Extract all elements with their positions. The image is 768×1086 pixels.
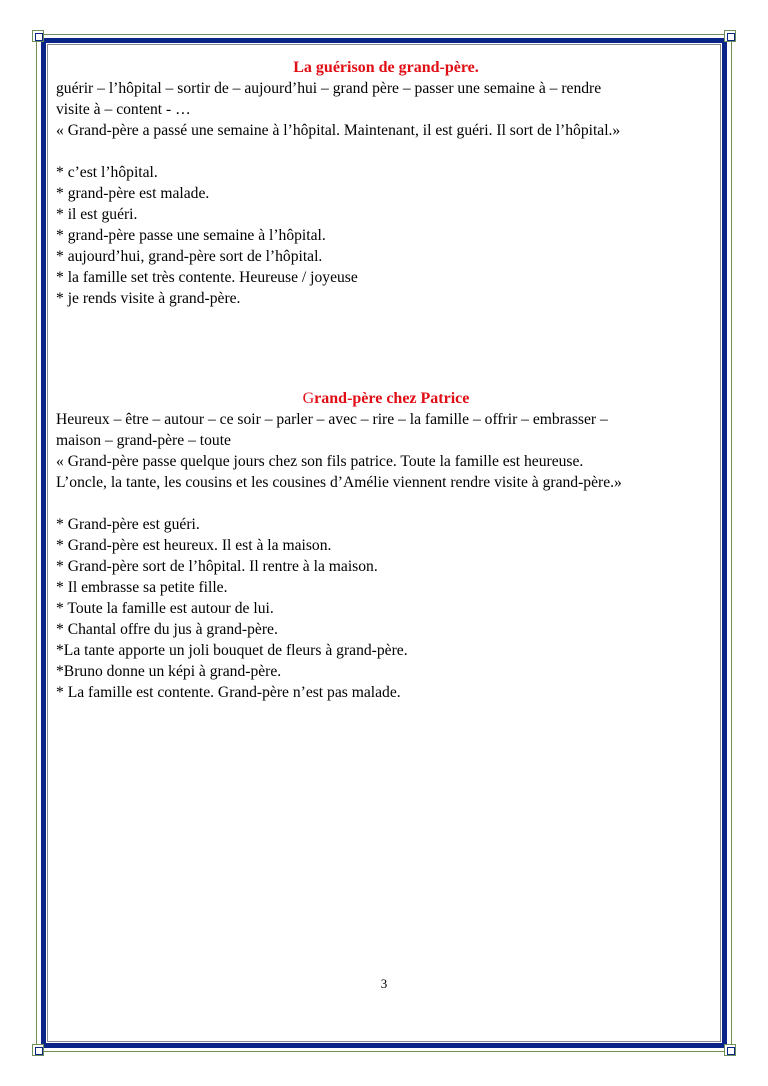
list-item: *Bruno donne un képi à grand-père. bbox=[56, 663, 282, 680]
list-item: * La famille est contente. Grand-père n’est pas malade. bbox=[56, 684, 401, 701]
quote-text: L’oncle, la tante, les cousins et les cousines d’Amélie viennent rendre visite à grand-père.» bbox=[56, 474, 622, 491]
list-item: * grand-père est malade. bbox=[56, 185, 210, 202]
corner-ornament-top-left bbox=[32, 30, 44, 42]
list-item: * Grand-père est heureux. Il est à la maison. bbox=[56, 537, 332, 554]
list-item: * Chantal offre du jus à grand-père. bbox=[56, 621, 278, 638]
list-item: * c’est l’hôpital. bbox=[56, 164, 158, 181]
list-item: * aujourd’hui, grand-père sort de l’hôpital. bbox=[56, 248, 323, 265]
list-item: * Il embrasse sa petite fille. bbox=[56, 579, 228, 596]
corner-ornament-top-right bbox=[724, 30, 736, 42]
keywords-line: visite à – content - … bbox=[56, 101, 191, 118]
section-title bbox=[56, 388, 716, 409]
list-item: * Grand-père est guéri. bbox=[56, 516, 200, 533]
title-initial: G bbox=[302, 390, 315, 407]
keywords-line: maison – grand-père – toute bbox=[56, 432, 231, 449]
list-item: * Grand-père sort de l’hôpital. Il rentre à la maison. bbox=[56, 558, 378, 575]
list-item: * Toute la famille est autour de lui. bbox=[56, 600, 274, 617]
section-guerison bbox=[56, 57, 716, 309]
list-item: * je rends visite à grand-père. bbox=[56, 290, 241, 307]
quote-text: « Grand-père a passé une semaine à l’hôpital. Maintenant, il est guéri. Il sort de l’hôpital.» bbox=[56, 122, 621, 139]
section-title: La guérison de grand-père. bbox=[293, 59, 479, 76]
page-number: 3 bbox=[380, 976, 388, 991]
keywords-line: guérir – l’hôpital – sortir de – aujourd’hui – grand père – passer une semaine à – rendre bbox=[56, 80, 602, 97]
list-item: * grand-père passe une semaine à l’hôpital. bbox=[56, 227, 326, 244]
corner-ornament-bottom-right bbox=[724, 1044, 736, 1056]
quote-text: « Grand-père passe quelque jours chez son fils patrice. Toute la famille est heureuse. bbox=[56, 453, 584, 470]
list-item: * la famille set très contente. Heureuse / joyeuse bbox=[56, 269, 358, 286]
keywords-line: Heureux – être – autour – ce soir – parler – avec – rire – la famille – offrir – embrasser – bbox=[56, 411, 608, 428]
list-item: *La tante apporte un joli bouquet de fleurs à grand-père. bbox=[56, 642, 408, 659]
corner-ornament-bottom-left bbox=[32, 1044, 44, 1056]
title-rest: rand-père chez Patrice bbox=[314, 390, 470, 407]
section-chez-patrice bbox=[56, 388, 716, 703]
list-item: * il est guéri. bbox=[56, 206, 138, 223]
